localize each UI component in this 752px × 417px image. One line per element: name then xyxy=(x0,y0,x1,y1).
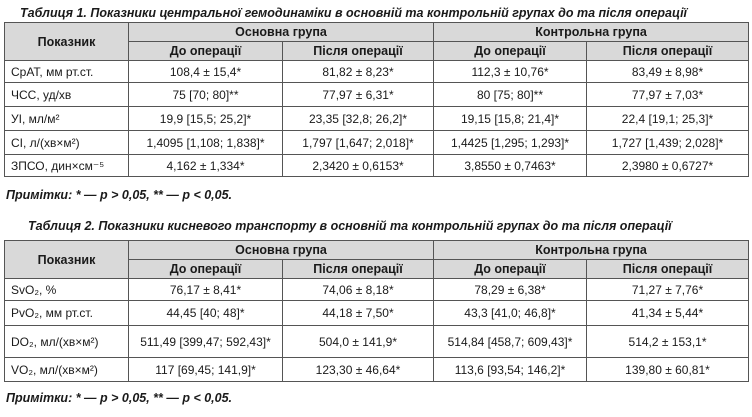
row-label: PvO₂, мм рт.ст. xyxy=(5,301,129,326)
table-row xyxy=(5,358,749,382)
cell-control-after: 83,49 ± 8,98* xyxy=(587,61,749,83)
row-label: ЗПСО, дин×см⁻⁵ xyxy=(5,155,129,177)
cell-control-after: 2,3980 ± 0,6727* xyxy=(587,155,749,177)
table2 xyxy=(4,240,749,382)
table2-caption: Таблиця 2. Показники кисневого транспорту в основній та контрольній групах до та після операції xyxy=(28,219,672,233)
cell-main-before: 19,9 [15,5; 25,2]* xyxy=(129,107,283,131)
table1-caption: Таблиця 1. Показники центральної гемодинаміки в основній та контрольній групах до та після операції xyxy=(20,6,688,20)
cell-control-before: 514,84 [458,7; 609,43]* xyxy=(434,326,587,358)
table2-header-indicator: Показник xyxy=(5,241,129,279)
table2-note: Примітки: * — р > 0,05, ** — р < 0,05. xyxy=(6,391,233,405)
cell-main-before: 4,162 ± 1,334* xyxy=(129,155,283,177)
table1-header-control-group: Контрольна група xyxy=(434,23,749,42)
cell-main-before: 511,49 [399,47; 592,43]* xyxy=(129,326,283,358)
row-label: SvO₂, % xyxy=(5,279,129,301)
cell-control-after: 41,34 ± 5,44* xyxy=(587,301,749,326)
cell-main-before: 75 [70; 80]** xyxy=(129,83,283,107)
cell-control-after: 514,2 ± 153,1* xyxy=(587,326,749,358)
cell-main-after: 1,797 [1,647; 2,018]* xyxy=(283,131,434,155)
table1-note: Примітки: * — р > 0,05, ** — р < 0,05. xyxy=(6,188,233,202)
cell-main-after: 77,97 ± 6,31* xyxy=(283,83,434,107)
table2-header-control-after: Після операції xyxy=(587,260,749,279)
table1-header-indicator: Показник xyxy=(5,23,129,61)
cell-control-before: 1,4425 [1,295; 1,293]* xyxy=(434,131,587,155)
table-row xyxy=(5,107,749,131)
table2-header-main-before: До операції xyxy=(129,260,283,279)
cell-main-after: 2,3420 ± 0,6153* xyxy=(283,155,434,177)
cell-main-after: 504,0 ± 141,9* xyxy=(283,326,434,358)
cell-main-after: 44,18 ± 7,50* xyxy=(283,301,434,326)
cell-control-before: 113,6 [93,54; 146,2]* xyxy=(434,358,587,382)
row-label: DO₂, мл/(хв×м²) xyxy=(5,326,129,358)
row-label: УІ, мл/м² xyxy=(5,107,129,131)
table1-header-control-before: До операції xyxy=(434,42,587,61)
cell-control-before: 78,29 ± 6,38* xyxy=(434,279,587,301)
cell-main-after: 23,35 [32,8; 26,2]* xyxy=(283,107,434,131)
table2-header-control-before: До операції xyxy=(434,260,587,279)
table-row xyxy=(5,61,749,83)
cell-main-before: 76,17 ± 8,41* xyxy=(129,279,283,301)
row-label: СІ, л/(хв×м²) xyxy=(5,131,129,155)
cell-control-after: 77,97 ± 7,03* xyxy=(587,83,749,107)
cell-main-after: 123,30 ± 46,64* xyxy=(283,358,434,382)
table1-header-main-after: Після операції xyxy=(283,42,434,61)
table-row xyxy=(5,279,749,301)
row-label: СрАТ, мм рт.ст. xyxy=(5,61,129,83)
table1-header-main-group: Основна група xyxy=(129,23,434,42)
table2-header-main-group: Основна група xyxy=(129,241,434,260)
cell-control-after: 139,80 ± 60,81* xyxy=(587,358,749,382)
cell-control-before: 19,15 [15,8; 21,4]* xyxy=(434,107,587,131)
cell-control-before: 3,8550 ± 0,7463* xyxy=(434,155,587,177)
row-label: ЧСС, уд/хв xyxy=(5,83,129,107)
table-row xyxy=(5,301,749,326)
table-row xyxy=(5,326,749,358)
cell-main-before: 44,45 [40; 48]* xyxy=(129,301,283,326)
cell-main-before: 117 [69,45; 141,9]* xyxy=(129,358,283,382)
cell-main-before: 108,4 ± 15,4* xyxy=(129,61,283,83)
cell-control-after: 1,727 [1,439; 2,028]* xyxy=(587,131,749,155)
cell-control-before: 43,3 [41,0; 46,8]* xyxy=(434,301,587,326)
cell-control-before: 80 [75; 80]** xyxy=(434,83,587,107)
cell-control-before: 112,3 ± 10,76* xyxy=(434,61,587,83)
cell-control-after: 71,27 ± 7,76* xyxy=(587,279,749,301)
table1-header-control-after: Після операції xyxy=(587,42,749,61)
table2-header-control-group: Контрольна група xyxy=(434,241,749,260)
table-row xyxy=(5,155,749,177)
cell-main-after: 74,06 ± 8,18* xyxy=(283,279,434,301)
cell-control-after: 22,4 [19,1; 25,3]* xyxy=(587,107,749,131)
table-row xyxy=(5,131,749,155)
cell-main-before: 1,4095 [1,108; 1,838]* xyxy=(129,131,283,155)
table-row xyxy=(5,83,749,107)
row-label: VO₂, мл/(хв×м²) xyxy=(5,358,129,382)
table1 xyxy=(4,22,749,177)
table1-header-main-before: До операції xyxy=(129,42,283,61)
cell-main-after: 81,82 ± 8,23* xyxy=(283,61,434,83)
table2-header-main-after: Після операції xyxy=(283,260,434,279)
